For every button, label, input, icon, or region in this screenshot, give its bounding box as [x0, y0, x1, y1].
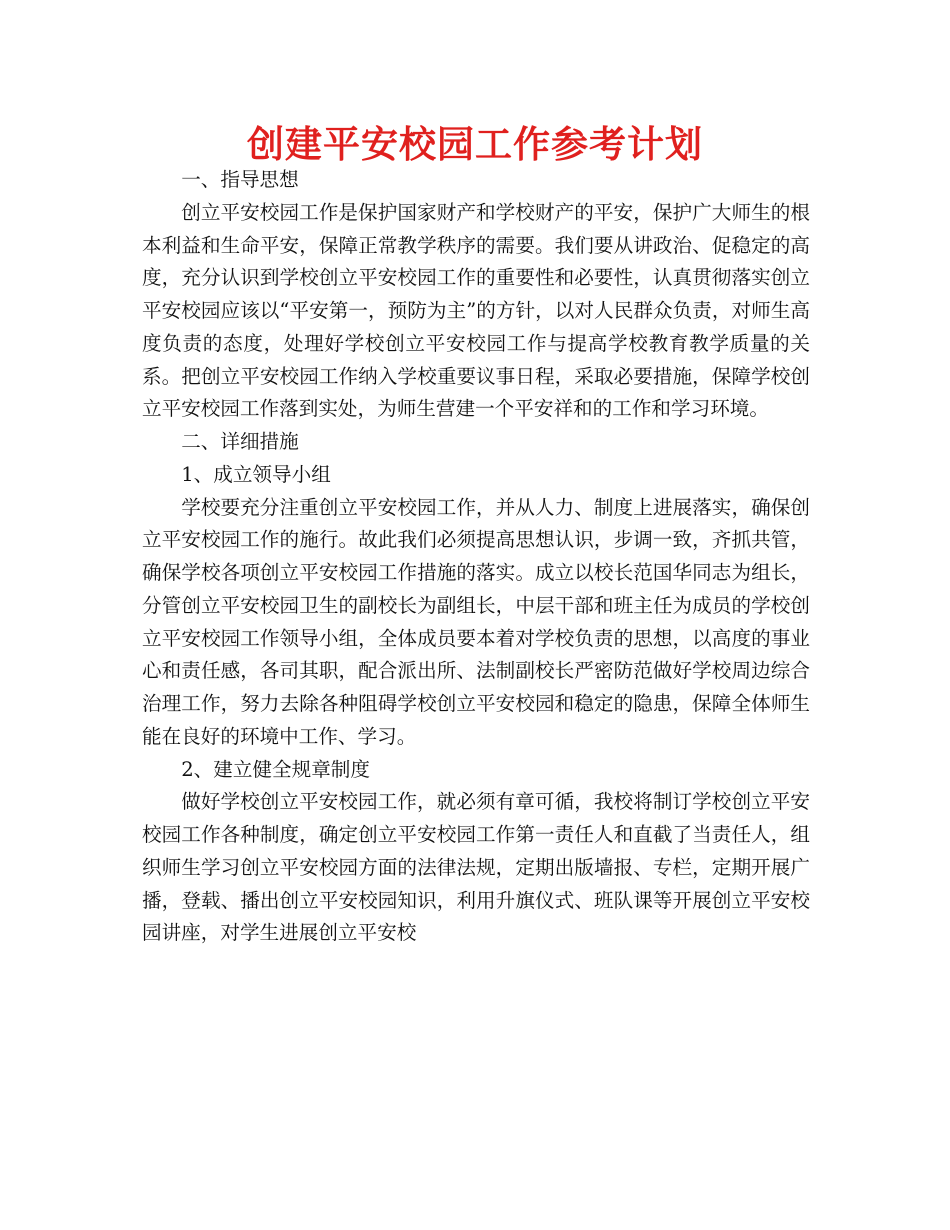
paragraph-leadership-group: 学校要充分注重创立平安校园工作，并从人力、制度上进展落实，确保创立平安校园工作的施行。故此我们必须提高思想认识，步调一致，齐抓共管，确保学校各项创立平安校园工作措施的落实。成立以校长范国华同志为组长，分管创立平安校园卫生的副校长为副组长，中层干部和班主任为成员的学校创立平安校园工作领导小组，全体成员要本着对学校负责的思想，以高度的事业心和责任感，各司其职，配合派出所、法制副校长严密防范做好学校周边综合治理工作，努力去除各种阻碍学校创立平安校园和稳定的隐患，保障全体师生能在良好的环境中工作、学习。: [142, 495, 810, 748]
document-title: 创建平安校园工作参考计划: [247, 122, 703, 166]
subheading-rules-system: 2、建立健全规章制度: [181, 757, 370, 781]
subheading-leadership-group: 1、成立领导小组: [181, 462, 331, 486]
paragraph-guiding-thought: 创立平安校园工作是保护国家财产和学校财产的平安，保护广大师生的根本利益和生命平安，保障正常教学秩序的需要。我们要从讲政治、促稳定的高度，充分认识到学校创立平安校园工作的重要性和必要性，认真贯彻落实创立平安校园应该以“平安第一，预防为主”的方针，以对人民群众负责，对师生高度负责的态度，处理好学校创立平安校园工作与提高学校教育教学质量的关系。把创立平安校园工作纳入学校重要议事日程，采取必要措施，保障学校创立平安校园工作落到实处，为师生营建一个平安祥和的工作和学习环境。: [142, 200, 810, 421]
document-body: [142, 164, 810, 950]
section-heading-guiding-thought: 一、指导思想: [181, 168, 299, 191]
section-heading-measures: 二、详细措施: [181, 430, 299, 453]
paragraph-rules-system: 做好学校创立平安校园工作，就必须有章可循，我校将制订学校创立平安校园工作各种制度，确定创立平安校园工作第一责任人和直截了当责任人，组织师生学习创立平安校园方面的法律法规，定期出版墙报、专栏，定期开展广播，登载、播出创立平安校园知识，利用升旗仪式、班队课等开展创立平安校园讲座，对学生进展创立平安校: [142, 790, 810, 945]
